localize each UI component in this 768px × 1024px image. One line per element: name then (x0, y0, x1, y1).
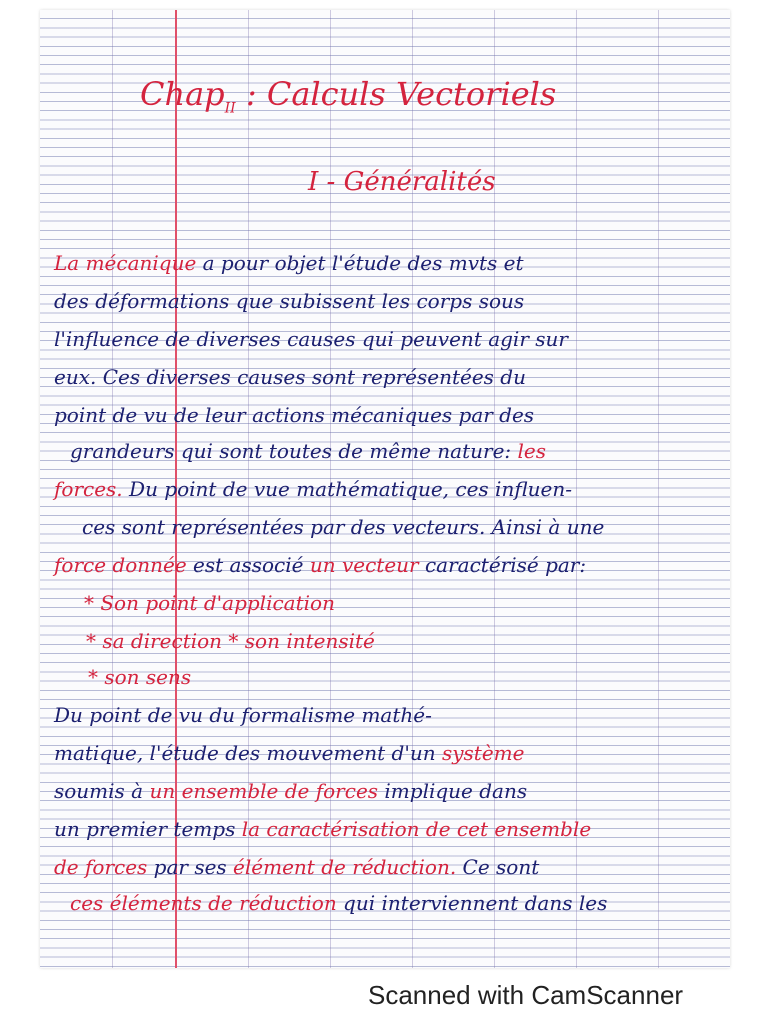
text-line (88, 662, 191, 692)
text-line (54, 852, 539, 882)
text-line (54, 286, 524, 316)
text-segment: qui interviennent dans les (336, 891, 608, 915)
text-segment: caractérisé par: (418, 553, 587, 577)
text-segment: a pour objet l'étude des mvts et (196, 251, 524, 275)
chapter-name: Calculs Vectoriels (266, 75, 557, 113)
text-segment: implique dans (378, 779, 528, 803)
text-line (54, 400, 534, 430)
chapter-separator: : (245, 75, 257, 113)
chapter-label: Chap (140, 75, 225, 113)
text-segment: Ce sont (456, 855, 540, 879)
text-segment: La mécanique (54, 251, 197, 275)
text-segment: * son sens (88, 665, 192, 689)
text-segment: ces éléments de réduction (70, 891, 337, 915)
text-segment: matique, l'étude des mouvement d'un (54, 741, 442, 765)
text-segment: Du point de vue mathématique, ces influen- (122, 477, 573, 501)
text-segment: Du point de vu du formalisme mathé- (54, 703, 432, 727)
grid-line (658, 10, 659, 968)
text-line (54, 474, 572, 504)
text-line (70, 436, 546, 466)
text-line (54, 738, 524, 768)
text-segment: élément de réduction. (233, 855, 457, 879)
text-segment: est associé (186, 553, 310, 577)
text-line (54, 248, 524, 278)
camscanner-watermark: Scanned with CamScanner (368, 980, 684, 1010)
text-segment: de forces (54, 855, 148, 879)
notebook-page (40, 10, 730, 968)
text-segment: système (441, 741, 525, 765)
text-line (54, 324, 568, 354)
section-heading: I - Généralités (308, 167, 496, 197)
chapter-number: II (224, 100, 236, 117)
text-segment: * Son point d'application (84, 591, 335, 615)
text-segment: force donnée (54, 553, 187, 577)
text-segment: des déformations que subissent les corps sous (54, 289, 525, 313)
text-line (54, 550, 586, 580)
text-segment: point de vu de leur actions mécaniques par des (54, 403, 535, 427)
text-segment: l'influence de diverses causes qui peuvent agir sur (54, 327, 568, 351)
text-segment: les (517, 439, 547, 463)
text-line (54, 362, 526, 392)
text-segment: * sa direction (86, 629, 223, 653)
text-line (70, 888, 607, 918)
text-segment: par ses (147, 855, 234, 879)
chapter-title (140, 72, 556, 130)
text-line (54, 700, 432, 730)
text-segment: soumis à (54, 779, 150, 803)
text-segment: eux. Ces diverses causes sont représentées du (54, 365, 526, 389)
text-segment: la caractérisation de cet ensemble (241, 817, 592, 841)
text-segment: un vecteur (309, 553, 419, 577)
text-line (82, 512, 604, 542)
text-segment: un premier temps (54, 817, 242, 841)
text-line (86, 626, 375, 656)
text-segment: un ensemble de forces (149, 779, 379, 803)
text-segment: grandeurs qui sont toutes de même nature: (70, 439, 518, 463)
text-line (84, 588, 335, 618)
text-segment: * son intensité (222, 629, 375, 653)
text-line (54, 776, 527, 806)
text-line (54, 814, 591, 844)
text-segment: forces. (54, 477, 123, 501)
text-segment: ces sont représentées par des vecteurs. Ainsi à une (82, 515, 605, 539)
